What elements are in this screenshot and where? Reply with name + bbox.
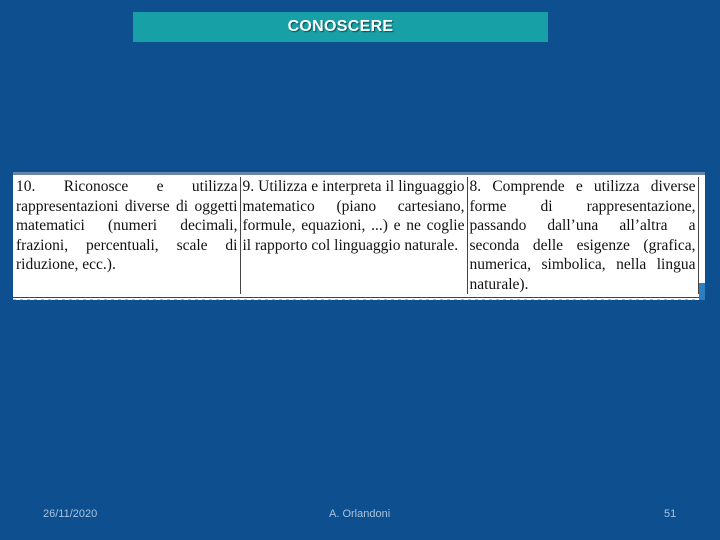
table-bottom-border xyxy=(13,297,705,298)
table-cell-8: 8. Comprende e utilizza diverse forme di rappresentazione, passando dall’una all’altra a seconda delle esigenze (grafica, numerica, simbolica, nella lingua naturale). xyxy=(467,177,698,294)
scanned-table-image xyxy=(13,172,705,300)
slide-title: CONOSCERE xyxy=(287,18,394,35)
competence-table xyxy=(14,177,699,294)
cropped-next-row xyxy=(13,299,705,300)
footer-page-number: 51 xyxy=(664,508,677,520)
footer-author: A. Orlandoni xyxy=(329,508,391,520)
table-row xyxy=(14,177,698,294)
slide-title-bar xyxy=(133,12,548,42)
scan-edge-mark xyxy=(699,283,705,300)
table-cell-9: 9. Utilizza e interpreta il linguaggio matematico (piano cartesiano, formule, equazioni, ...) e ne coglie il rapporto col linguaggio naturale. xyxy=(240,177,467,294)
table-cell-10: 10. Riconosce e utilizza rappresentazioni diverse di oggetti matematici (numeri decimali, frazioni, percentuali, scale di riduzione, ecc.). xyxy=(14,177,240,294)
footer-date: 26/11/2020 xyxy=(43,508,98,520)
